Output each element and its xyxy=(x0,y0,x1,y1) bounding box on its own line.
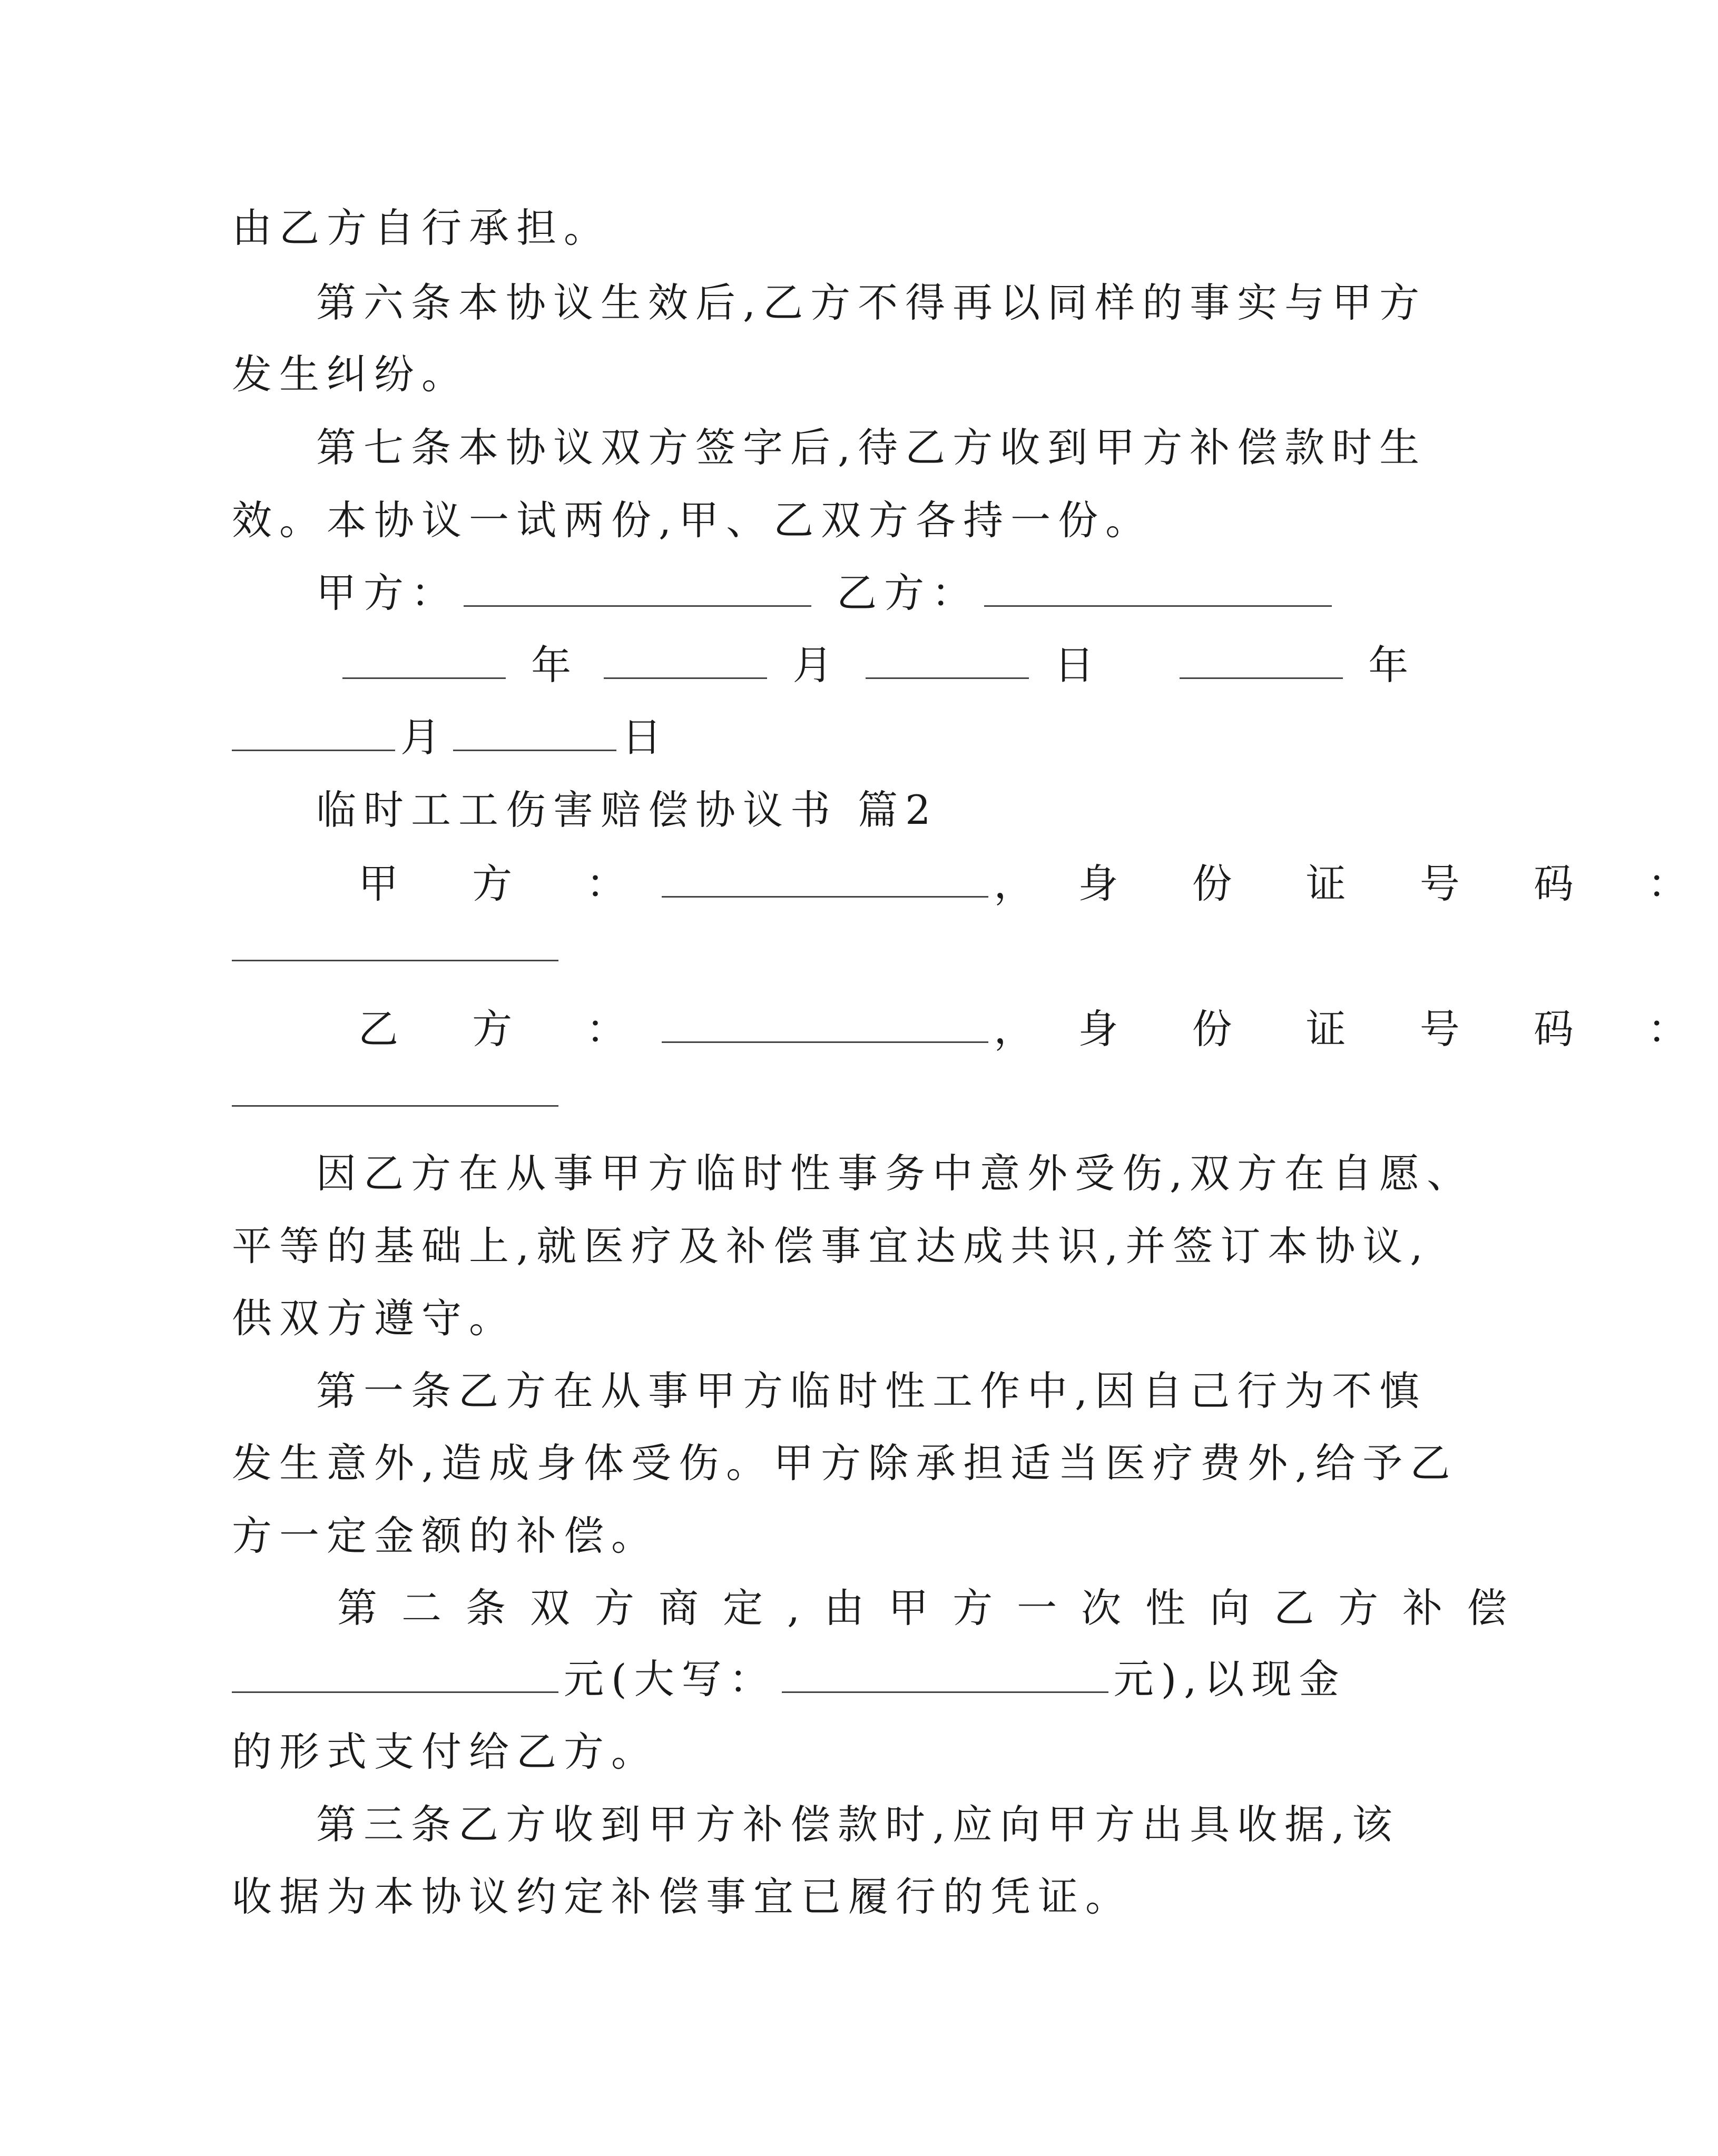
paragraph-line: 由乙方自行承担。 xyxy=(232,204,611,251)
article-3-line-1: 第三条乙方收到甲方补偿款时,应向甲方出具收据,该 xyxy=(316,1801,1400,1848)
signature-party-line xyxy=(316,568,1391,618)
party-b-signature-label: 乙方： xyxy=(837,569,979,616)
article-7-line-1: 第七条本协议双方签字后,待乙方收到甲方补偿款时生 xyxy=(316,424,1427,471)
section-heading: 临时工工伤害赔偿协议书 篇2 xyxy=(316,786,938,833)
party-a-name-blank[interactable] xyxy=(662,864,988,898)
compensation-amount-blank[interactable] xyxy=(232,1660,558,1693)
party-a-id-line xyxy=(358,859,1718,909)
year-blank-a[interactable] xyxy=(342,646,506,679)
month-blank-b[interactable] xyxy=(232,718,395,751)
yuan-uppercase-label: 元(大写： xyxy=(564,1656,777,1702)
party-a-label: 甲 方 ： xyxy=(358,860,657,907)
day-label-b: 日 xyxy=(622,714,669,761)
article-2-line-2 xyxy=(232,1654,1347,1705)
party-a-id-blank[interactable] xyxy=(232,960,558,961)
article-2-line-3: 的形式支付给乙方。 xyxy=(232,1728,659,1775)
article-1-line-2: 发生意外,造成身体受伤。甲方除承担适当医疗费外,给予乙 xyxy=(232,1440,1458,1486)
month-label-b: 月 xyxy=(400,714,448,761)
party-b-id-line xyxy=(358,1004,1718,1055)
date-line-2 xyxy=(232,712,1307,763)
intro-line-3: 供双方遵守。 xyxy=(232,1295,516,1342)
year-blank-b[interactable] xyxy=(1180,646,1343,679)
article-3-line-2: 收据为本协议约定补偿事宜已履行的凭证。 xyxy=(232,1873,1133,1920)
party-b-name-blank[interactable] xyxy=(662,1010,988,1043)
comma: ， xyxy=(994,860,1042,907)
compensation-uppercase-blank[interactable] xyxy=(782,1660,1108,1693)
day-blank-b[interactable] xyxy=(453,718,616,751)
intro-line-1: 因乙方在从事甲方临时性事务中意外受伤,双方在自愿、 xyxy=(316,1150,1475,1197)
comma: ， xyxy=(994,1006,1042,1052)
date-line-1 xyxy=(337,640,1416,691)
id-number-label: 身 份 证 号 码 ： xyxy=(1078,1006,1718,1052)
party-a-signature-label: 甲方： xyxy=(316,569,458,616)
month-blank-a[interactable] xyxy=(604,646,767,679)
party-b-id-blank[interactable] xyxy=(232,1105,558,1107)
year-label-a: 年 xyxy=(531,642,579,688)
yuan-cash-label: 元),以现金 xyxy=(1113,1656,1347,1702)
article-7-line-2: 效。本协议一试两份,甲、乙双方各持一份。 xyxy=(232,497,1153,544)
year-label-b: 年 xyxy=(1368,642,1416,688)
article-2-line-1: 第二条双方商定,由甲方一次性向乙方补偿 xyxy=(337,1584,1532,1631)
article-6-line-1: 第六条本协议生效后,乙方不得再以同样的事实与甲方 xyxy=(316,279,1427,326)
party-b-signature-blank[interactable] xyxy=(984,574,1332,607)
article-6-line-2: 发生纠纷。 xyxy=(232,351,469,398)
month-label-a: 月 xyxy=(792,642,840,688)
day-label-a: 日 xyxy=(1054,642,1102,688)
article-1-line-3: 方一定金额的补偿。 xyxy=(232,1512,659,1559)
article-1-line-1: 第一条乙方在从事甲方临时性工作中,因自己行为不慎 xyxy=(316,1367,1427,1414)
id-number-label: 身 份 证 号 码 ： xyxy=(1078,860,1718,907)
party-a-signature-blank[interactable] xyxy=(464,574,811,607)
day-blank-a[interactable] xyxy=(866,646,1029,679)
intro-line-2: 平等的基础上,就医疗及补偿事宜达成共识,并签订本协议, xyxy=(232,1223,1430,1269)
party-b-label: 乙 方 ： xyxy=(358,1006,657,1052)
